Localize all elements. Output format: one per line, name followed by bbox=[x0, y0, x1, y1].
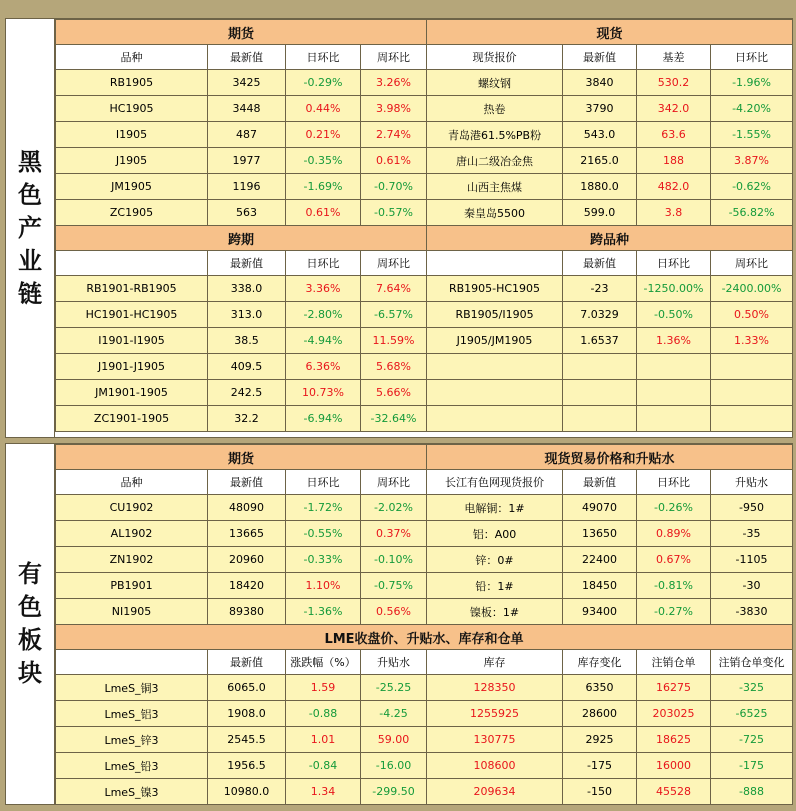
column-header: 最新值 bbox=[563, 251, 637, 276]
data-cell: -1105 bbox=[711, 547, 793, 573]
data-cell bbox=[427, 380, 563, 406]
data-cell: 2545.5 bbox=[208, 727, 286, 753]
data-cell: -4.25 bbox=[361, 701, 427, 727]
side-char: 板 bbox=[18, 626, 42, 654]
data-cell: 18420 bbox=[208, 573, 286, 599]
data-cell: 530.2 bbox=[637, 70, 711, 96]
data-cell: -175 bbox=[563, 753, 637, 779]
data-cell: 203025 bbox=[637, 701, 711, 727]
data-cell: 3840 bbox=[563, 70, 637, 96]
data-cell: 22400 bbox=[563, 547, 637, 573]
data-cell: ZC1901-1905 bbox=[56, 406, 208, 432]
data-cell: I1901-I1905 bbox=[56, 328, 208, 354]
data-cell: 16000 bbox=[637, 753, 711, 779]
data-cell: -1.96% bbox=[711, 70, 793, 96]
data-cell: 3790 bbox=[563, 96, 637, 122]
data-cell: 10.73% bbox=[286, 380, 361, 406]
data-cell: 49070 bbox=[563, 495, 637, 521]
data-cell: 313.0 bbox=[208, 302, 286, 328]
data-cell: 3.98% bbox=[361, 96, 427, 122]
data-cell: 6350 bbox=[563, 675, 637, 701]
data-row bbox=[56, 727, 793, 753]
column-header: 库存变化 bbox=[563, 650, 637, 675]
data-cell: 0.50% bbox=[711, 302, 793, 328]
data-cell: 128350 bbox=[427, 675, 563, 701]
column-header: 升贴水 bbox=[361, 650, 427, 675]
data-cell: J1905/JM1905 bbox=[427, 328, 563, 354]
data-cell: 3425 bbox=[208, 70, 286, 96]
data-cell: LmeS_铝3 bbox=[56, 701, 208, 727]
section-title: 现货 bbox=[427, 20, 793, 45]
data-row bbox=[56, 328, 793, 354]
data-cell: 5.68% bbox=[361, 354, 427, 380]
data-cell: 山西主焦煤 bbox=[427, 174, 563, 200]
data-cell: 0.61% bbox=[286, 200, 361, 226]
data-row bbox=[56, 495, 793, 521]
data-cell: 11.59% bbox=[361, 328, 427, 354]
column-header: 基差 bbox=[637, 45, 711, 70]
data-cell: 48090 bbox=[208, 495, 286, 521]
data-cell: -6.94% bbox=[286, 406, 361, 432]
data-cell: 487 bbox=[208, 122, 286, 148]
data-cell: 1.01 bbox=[286, 727, 361, 753]
data-cell bbox=[563, 380, 637, 406]
data-row bbox=[56, 276, 793, 302]
side-char: 业 bbox=[18, 246, 42, 275]
column-header: 涨跌幅（%） bbox=[286, 650, 361, 675]
section-title-row bbox=[56, 20, 793, 45]
side-char: 产 bbox=[18, 213, 42, 242]
data-cell: 482.0 bbox=[637, 174, 711, 200]
data-cell: -32.64% bbox=[361, 406, 427, 432]
column-header: 周环比 bbox=[361, 470, 427, 495]
black-industry-side-label bbox=[6, 19, 55, 437]
data-cell: -0.55% bbox=[286, 521, 361, 547]
data-cell bbox=[427, 406, 563, 432]
black-industry-panel bbox=[5, 18, 793, 438]
data-cell: 2165.0 bbox=[563, 148, 637, 174]
data-cell: -0.26% bbox=[637, 495, 711, 521]
column-header: 长江有色网现货报价 bbox=[427, 470, 563, 495]
side-char: 黑 bbox=[18, 147, 42, 176]
data-cell: 409.5 bbox=[208, 354, 286, 380]
data-row bbox=[56, 675, 793, 701]
column-header: 最新值 bbox=[208, 251, 286, 276]
data-cell: 3.36% bbox=[286, 276, 361, 302]
data-row bbox=[56, 599, 793, 625]
data-cell: 锌：0# bbox=[427, 547, 563, 573]
section-title-row bbox=[56, 445, 793, 470]
data-cell: LmeS_锌3 bbox=[56, 727, 208, 753]
data-cell: 89380 bbox=[208, 599, 286, 625]
data-row bbox=[56, 96, 793, 122]
data-cell: 45528 bbox=[637, 779, 711, 805]
column-header: 注销仓单变化 bbox=[711, 650, 793, 675]
data-cell: 1.33% bbox=[711, 328, 793, 354]
side-char: 色 bbox=[18, 593, 42, 621]
data-row bbox=[56, 521, 793, 547]
section-title: 期货 bbox=[56, 445, 427, 470]
data-cell: -0.62% bbox=[711, 174, 793, 200]
column-header-row bbox=[56, 470, 793, 495]
data-cell: 130775 bbox=[427, 727, 563, 753]
column-header: 最新值 bbox=[208, 45, 286, 70]
data-cell: 0.44% bbox=[286, 96, 361, 122]
data-cell: I1905 bbox=[56, 122, 208, 148]
data-cell: 2925 bbox=[563, 727, 637, 753]
data-cell: J1901-J1905 bbox=[56, 354, 208, 380]
data-row bbox=[56, 701, 793, 727]
data-cell: 0.37% bbox=[361, 521, 427, 547]
data-cell: 3.87% bbox=[711, 148, 793, 174]
column-header: 周环比 bbox=[361, 251, 427, 276]
side-char: 块 bbox=[18, 659, 42, 687]
column-header bbox=[427, 251, 563, 276]
column-header: 日环比 bbox=[637, 470, 711, 495]
data-cell: 32.2 bbox=[208, 406, 286, 432]
column-header bbox=[56, 650, 208, 675]
data-cell: -4.94% bbox=[286, 328, 361, 354]
data-cell: LmeS_铅3 bbox=[56, 753, 208, 779]
data-cell: HC1901-HC1905 bbox=[56, 302, 208, 328]
data-cell: HC1905 bbox=[56, 96, 208, 122]
data-cell: -0.81% bbox=[637, 573, 711, 599]
data-cell: RB1905 bbox=[56, 70, 208, 96]
data-cell: 18625 bbox=[637, 727, 711, 753]
data-cell bbox=[427, 354, 563, 380]
column-header: 升贴水 bbox=[711, 470, 793, 495]
data-cell: 电解铜：1# bbox=[427, 495, 563, 521]
data-cell: 0.56% bbox=[361, 599, 427, 625]
column-header-row bbox=[56, 251, 793, 276]
data-cell: -888 bbox=[711, 779, 793, 805]
column-header: 品种 bbox=[56, 45, 208, 70]
data-cell bbox=[563, 406, 637, 432]
data-cell: 0.21% bbox=[286, 122, 361, 148]
data-cell bbox=[563, 354, 637, 380]
data-cell: 209634 bbox=[427, 779, 563, 805]
data-cell: -725 bbox=[711, 727, 793, 753]
data-cell: -2.80% bbox=[286, 302, 361, 328]
data-cell: 镍板：1# bbox=[427, 599, 563, 625]
data-cell: 7.64% bbox=[361, 276, 427, 302]
data-cell: -6.57% bbox=[361, 302, 427, 328]
data-cell: -950 bbox=[711, 495, 793, 521]
nonferrous-side-label bbox=[6, 444, 55, 804]
data-cell: 93400 bbox=[563, 599, 637, 625]
data-cell: 1.6537 bbox=[563, 328, 637, 354]
data-cell: -2400.00% bbox=[711, 276, 793, 302]
data-cell: 3448 bbox=[208, 96, 286, 122]
data-cell: -6525 bbox=[711, 701, 793, 727]
data-cell: 59.00 bbox=[361, 727, 427, 753]
data-cell: 108600 bbox=[427, 753, 563, 779]
column-header: 最新值 bbox=[563, 470, 637, 495]
column-header: 周环比 bbox=[711, 251, 793, 276]
data-row bbox=[56, 70, 793, 96]
data-cell: -30 bbox=[711, 573, 793, 599]
data-cell: -25.25 bbox=[361, 675, 427, 701]
data-cell bbox=[637, 354, 711, 380]
data-cell: 铅：1# bbox=[427, 573, 563, 599]
data-cell: NI1905 bbox=[56, 599, 208, 625]
section-title-row bbox=[56, 226, 793, 251]
data-cell: 13665 bbox=[208, 521, 286, 547]
black-industry-table bbox=[55, 19, 793, 432]
column-header: 周环比 bbox=[361, 45, 427, 70]
column-header: 日环比 bbox=[286, 45, 361, 70]
data-cell: -0.33% bbox=[286, 547, 361, 573]
section-title: 跨期 bbox=[56, 226, 427, 251]
column-header: 最新值 bbox=[208, 470, 286, 495]
data-cell: -325 bbox=[711, 675, 793, 701]
column-header: 库存 bbox=[427, 650, 563, 675]
data-cell bbox=[711, 380, 793, 406]
data-cell: -2.02% bbox=[361, 495, 427, 521]
data-cell: 543.0 bbox=[563, 122, 637, 148]
column-header: 现货报价 bbox=[427, 45, 563, 70]
data-cell: LmeS_镍3 bbox=[56, 779, 208, 805]
data-cell bbox=[637, 406, 711, 432]
data-cell: -0.57% bbox=[361, 200, 427, 226]
data-cell: 5.66% bbox=[361, 380, 427, 406]
data-cell: 1.59 bbox=[286, 675, 361, 701]
section-title: LME收盘价、升贴水、库存和仓单 bbox=[56, 625, 793, 650]
data-row bbox=[56, 122, 793, 148]
column-header: 最新值 bbox=[208, 650, 286, 675]
data-cell: 563 bbox=[208, 200, 286, 226]
data-cell: 20960 bbox=[208, 547, 286, 573]
data-cell: -35 bbox=[711, 521, 793, 547]
column-header: 日环比 bbox=[286, 251, 361, 276]
data-cell: -175 bbox=[711, 753, 793, 779]
data-cell: 0.89% bbox=[637, 521, 711, 547]
data-cell: 342.0 bbox=[637, 96, 711, 122]
column-header: 最新值 bbox=[563, 45, 637, 70]
data-row bbox=[56, 779, 793, 805]
data-cell: 0.67% bbox=[637, 547, 711, 573]
data-cell: -0.27% bbox=[637, 599, 711, 625]
data-cell: LmeS_铜3 bbox=[56, 675, 208, 701]
data-cell: 铝：A00 bbox=[427, 521, 563, 547]
column-header: 日环比 bbox=[711, 45, 793, 70]
data-cell: 38.5 bbox=[208, 328, 286, 354]
data-row bbox=[56, 380, 793, 406]
data-cell: 1.36% bbox=[637, 328, 711, 354]
data-cell: 1255925 bbox=[427, 701, 563, 727]
data-cell bbox=[711, 406, 793, 432]
data-cell: -4.20% bbox=[711, 96, 793, 122]
data-cell: RB1905-HC1905 bbox=[427, 276, 563, 302]
column-header: 品种 bbox=[56, 470, 208, 495]
data-cell: PB1901 bbox=[56, 573, 208, 599]
data-cell: 3.26% bbox=[361, 70, 427, 96]
data-cell: 1977 bbox=[208, 148, 286, 174]
data-cell: 螺纹钢 bbox=[427, 70, 563, 96]
data-cell: -299.50 bbox=[361, 779, 427, 805]
data-cell: 63.6 bbox=[637, 122, 711, 148]
data-cell: -0.10% bbox=[361, 547, 427, 573]
data-row bbox=[56, 406, 793, 432]
data-cell: 188 bbox=[637, 148, 711, 174]
data-row bbox=[56, 547, 793, 573]
data-cell: 3.8 bbox=[637, 200, 711, 226]
column-header bbox=[56, 251, 208, 276]
column-header: 日环比 bbox=[286, 470, 361, 495]
data-cell: RB1901-RB1905 bbox=[56, 276, 208, 302]
data-cell: 1908.0 bbox=[208, 701, 286, 727]
data-cell bbox=[711, 354, 793, 380]
data-cell: 1196 bbox=[208, 174, 286, 200]
column-header-row bbox=[56, 650, 793, 675]
column-header: 日环比 bbox=[637, 251, 711, 276]
data-cell: 青岛港61.5%PB粉 bbox=[427, 122, 563, 148]
data-cell: -0.35% bbox=[286, 148, 361, 174]
data-cell: JM1905 bbox=[56, 174, 208, 200]
data-cell: -1.36% bbox=[286, 599, 361, 625]
section-title: 现货贸易价格和升贴水 bbox=[427, 445, 793, 470]
data-cell: 1956.5 bbox=[208, 753, 286, 779]
data-cell: AL1902 bbox=[56, 521, 208, 547]
data-cell: -3830 bbox=[711, 599, 793, 625]
data-cell: 2.74% bbox=[361, 122, 427, 148]
column-header: 注销仓单 bbox=[637, 650, 711, 675]
data-cell: 599.0 bbox=[563, 200, 637, 226]
data-row bbox=[56, 753, 793, 779]
section-title: 期货 bbox=[56, 20, 427, 45]
data-cell: -23 bbox=[563, 276, 637, 302]
data-row bbox=[56, 573, 793, 599]
data-cell: -1.72% bbox=[286, 495, 361, 521]
data-cell: 13650 bbox=[563, 521, 637, 547]
nonferrous-panel bbox=[5, 443, 793, 805]
data-cell: -16.00 bbox=[361, 753, 427, 779]
data-cell: ZN1902 bbox=[56, 547, 208, 573]
data-cell: 18450 bbox=[563, 573, 637, 599]
data-cell: 秦皇岛5500 bbox=[427, 200, 563, 226]
data-cell: 6065.0 bbox=[208, 675, 286, 701]
data-cell: -1.69% bbox=[286, 174, 361, 200]
data-cell: 10980.0 bbox=[208, 779, 286, 805]
data-cell: J1905 bbox=[56, 148, 208, 174]
data-row bbox=[56, 354, 793, 380]
data-cell: -0.70% bbox=[361, 174, 427, 200]
side-char: 链 bbox=[18, 279, 42, 308]
data-cell: -1.55% bbox=[711, 122, 793, 148]
data-cell: -150 bbox=[563, 779, 637, 805]
data-cell: 6.36% bbox=[286, 354, 361, 380]
data-cell: -0.75% bbox=[361, 573, 427, 599]
data-row bbox=[56, 148, 793, 174]
data-cell: ZC1905 bbox=[56, 200, 208, 226]
data-row bbox=[56, 302, 793, 328]
data-cell: -0.29% bbox=[286, 70, 361, 96]
data-cell: 1880.0 bbox=[563, 174, 637, 200]
section-title: 跨品种 bbox=[427, 226, 793, 251]
side-char: 色 bbox=[18, 180, 42, 209]
data-cell: 28600 bbox=[563, 701, 637, 727]
side-char: 有 bbox=[18, 560, 42, 588]
column-header-row bbox=[56, 45, 793, 70]
data-cell: 1.34 bbox=[286, 779, 361, 805]
nonferrous-table bbox=[55, 444, 793, 805]
data-row bbox=[56, 200, 793, 226]
data-cell: 242.5 bbox=[208, 380, 286, 406]
data-cell: 0.61% bbox=[361, 148, 427, 174]
data-cell: -1250.00% bbox=[637, 276, 711, 302]
section-title-row bbox=[56, 625, 793, 650]
data-cell: JM1901-1905 bbox=[56, 380, 208, 406]
data-cell bbox=[637, 380, 711, 406]
data-row bbox=[56, 174, 793, 200]
data-cell: 1.10% bbox=[286, 573, 361, 599]
data-cell: -0.88 bbox=[286, 701, 361, 727]
data-cell: 338.0 bbox=[208, 276, 286, 302]
data-cell: 16275 bbox=[637, 675, 711, 701]
data-cell: 热卷 bbox=[427, 96, 563, 122]
data-cell: 7.0329 bbox=[563, 302, 637, 328]
data-cell: -56.82% bbox=[711, 200, 793, 226]
data-cell: -0.50% bbox=[637, 302, 711, 328]
data-cell: 唐山二级冶金焦 bbox=[427, 148, 563, 174]
data-cell: -0.84 bbox=[286, 753, 361, 779]
data-cell: CU1902 bbox=[56, 495, 208, 521]
data-cell: RB1905/I1905 bbox=[427, 302, 563, 328]
